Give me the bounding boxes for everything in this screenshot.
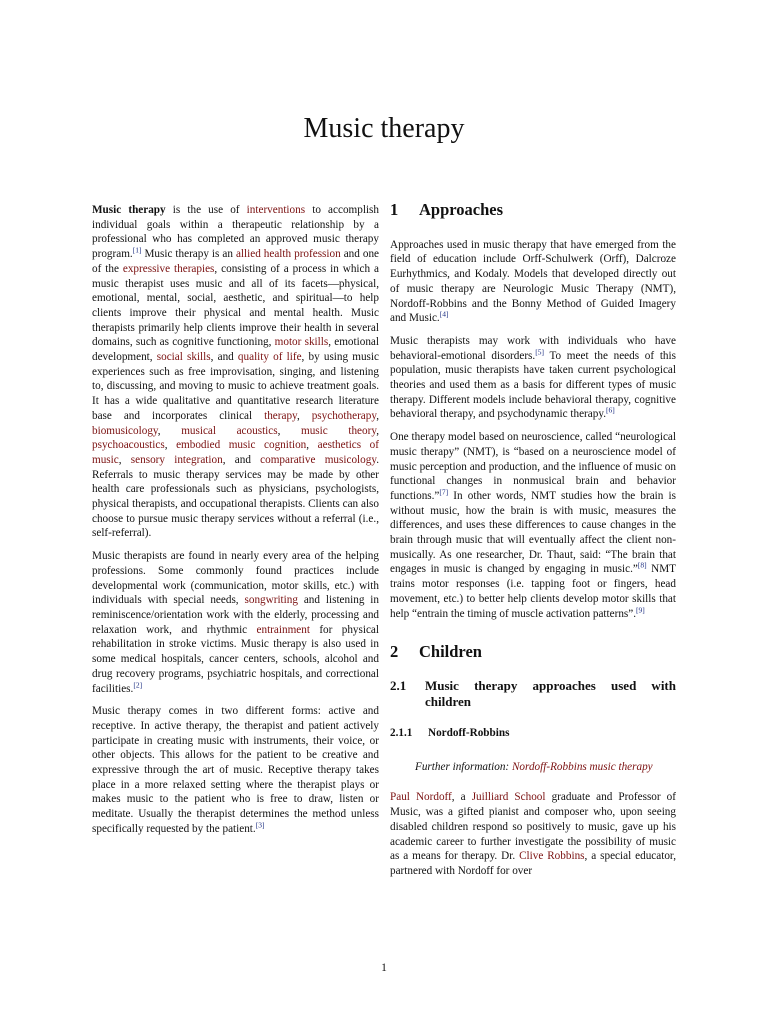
text-run: ,	[118, 453, 131, 466]
nordoff-paragraph	[390, 790, 676, 878]
text-run: ,	[376, 409, 380, 422]
link-aesthetics-of-music[interactable]: aesthetics of music	[92, 439, 380, 466]
text-run: NMT trains motor responses (i.e. tapping foot or fingers, head movement, etc.) to better help clients develop motor skills that help “entrain the timing of muscle activation patterns”.	[390, 563, 676, 620]
text-run: ,	[277, 424, 302, 437]
link-entrainment[interactable]: entrainment	[256, 623, 310, 636]
section-title: Children	[419, 642, 482, 662]
link-clive-robbins[interactable]: Clive Robbins	[519, 850, 585, 863]
link-therapy[interactable]: therapy	[264, 409, 297, 422]
text-run: , a special educator, partnered with Nordoff for over	[390, 850, 676, 877]
text-run: . Referrals to music therapy services may be made by other health care professionals such as physicians, psychologists, physical therapists, and occupational therapists. Clients can also choose to pursue music therapy services without a referral (i.e., self-referral).	[92, 453, 379, 540]
further-information	[415, 760, 676, 775]
citation-5[interactable]: [5]	[535, 346, 544, 356]
section-number: 2	[390, 642, 399, 662]
link-motor-skills[interactable]: motor skills	[274, 336, 329, 349]
link-musical-acoustics[interactable]: musical acoustics	[181, 424, 278, 437]
text-run: Music therapy comes in two different forms: active and receptive. In active therapy, the therapist and patient actively participate in creating music with instruments, their voice, or other objects. This allows for the patient to be creative and expressive through the art of music. Receptive therapy takes place in a more relaxed setting where the therapist plays or makes music to the patient who is free to draw, listen or meditate. Usually the therapist determines the method unless specifically requested by the patient.	[92, 705, 379, 835]
subsection-heading	[390, 678, 676, 710]
text-run: ,	[376, 424, 379, 437]
link-allied-health[interactable]: allied health profession	[235, 248, 341, 261]
citation-7[interactable]: [7]	[439, 487, 449, 497]
practices-paragraph	[92, 549, 379, 696]
text-run: graduate and Professor of Music, was a gifted pianist and composer who, upon seeing disabled children respond so positively to music, gave up his academic career to further investigate the possibility of music as a means for therapy. Dr.	[390, 791, 676, 863]
citation-9[interactable]: [9]	[636, 604, 645, 614]
text-run: To meet the needs of this population, music therapists have taken current psychological theories and used them as a basis for different types of music therapy. Different models include behavioral therapy, cognitive behavioral therapy, and psychodynamic therapy.	[390, 349, 676, 421]
section-title: Approaches	[419, 200, 504, 219]
forms-paragraph	[92, 704, 379, 836]
term-bold: Music therapy	[92, 204, 166, 216]
link-biomusicology[interactable]: biomusicology	[92, 424, 158, 437]
right-column	[390, 200, 676, 887]
citation-3[interactable]: [3]	[255, 820, 265, 830]
text-run: One therapy model based on neuroscience, called “neurological music therapy” (NMT), is “based on a neuroscience model of music perception and production, and the influence of music on functional changes in nonmusical brain and behavior functions.”	[390, 431, 676, 502]
nmt-paragraph	[390, 430, 676, 621]
citation-2[interactable]: [2]	[133, 679, 143, 689]
link-psychoacoustics[interactable]: psychoacoustics	[92, 439, 165, 452]
text-run: is the use of	[165, 204, 247, 216]
left-column	[92, 203, 379, 845]
text-run: ,	[306, 439, 318, 452]
link-psychotherapy[interactable]: psychotherapy	[311, 409, 377, 422]
text-run: Approaches used in music therapy that have emerged from the field of education include Orff-Schulwerk (Orff), Dalcroze Eurhythmics, and Kodaly. Models that developed directly out of music therapy are Neurologic Music Therapy (NMT), Nordoff-Robbins and the Bonny Method of Guided Imagery and Music.	[390, 238, 676, 325]
citation-4[interactable]: [4]	[439, 309, 449, 319]
link-sensory-integration[interactable]: sensory integration	[130, 453, 223, 466]
citation-8[interactable]: [8]	[637, 560, 647, 570]
link-paul-nordoff[interactable]: Paul Nordoff	[390, 791, 452, 804]
approaches-paragraph	[390, 238, 676, 326]
text-run: ,	[296, 409, 312, 422]
text-run: ,	[157, 424, 182, 437]
text-run: , consisting of a process in which a music therapist uses music and all of its facets—physical, emotional, mental, social, aesthetic, and spiritual—to help clients improve their physical and mental health. Music therapists primarily help clients improve their health in several domains, such as cognitive functioning,	[92, 262, 379, 349]
text-run: , by using music experiences such as free improvisation, singing, and listening to, discussing, and moving to music to achieve treatment goals. It has a wide qualitative and quantitative research literature base and incorporates clinical	[92, 351, 379, 422]
section-number: 1	[390, 200, 399, 219]
link-embodied-music-cognition[interactable]: embodied music cognition	[176, 439, 307, 452]
subsection-number: 2.1	[390, 677, 407, 693]
subsection-title: Music therapy approaches used with children	[425, 677, 676, 709]
text-run: ,	[164, 439, 177, 452]
subsubsection-heading	[390, 726, 676, 741]
text-run: Music therapists may work with individuals who have behavioral-emotional disorders.	[390, 334, 676, 362]
text-run: for physical rehabilitation in stroke victims. Music therapy is also used in some medical hospitals, cancer centers, schools, alcohol and drug recovery programs, psychiatric hospitals, and correctional facilities.	[92, 623, 380, 695]
subsubsection-title: Nordoff-Robbins	[428, 726, 510, 739]
text-run: and listening in reminiscence/orientation work with the elderly, processing and relaxation work, and rhythmic	[92, 594, 380, 636]
link-comparative-musicology[interactable]: comparative musicology	[260, 453, 377, 466]
text-run: In other words, NMT studies how the brain is without music, how the brain is with music, measures the differences, and uses these differences to cause changes in the brain through music that will eventually affect the client non-musically. As one researcher, Dr. Thaut, said: “The brain that engages in music is changed by engaging in music.”	[390, 489, 676, 576]
text-run: and one of the	[92, 248, 380, 275]
text-run: Music therapy is an	[141, 248, 236, 261]
link-juilliard-school[interactable]: Juilliard School	[471, 791, 546, 804]
link-songwriting[interactable]: songwriting	[244, 594, 298, 607]
behavioral-paragraph	[390, 334, 676, 422]
citation-6[interactable]: [6]	[606, 405, 615, 415]
link-interventions[interactable]: interventions	[246, 204, 306, 216]
link-quality-of-life[interactable]: quality of life	[237, 351, 302, 364]
text-run: to accomplish individual goals within a therapeutic relationship by a professional who has completed an approved music therapy program.	[92, 204, 380, 261]
link-nordoff-robbins-therapy[interactable]: Nordoff-Robbins music therapy	[511, 760, 653, 773]
text-run: , and	[210, 351, 238, 364]
section-heading-approaches	[390, 200, 676, 219]
page-number: 1	[381, 962, 387, 974]
citation-1[interactable]: [1]	[132, 245, 142, 255]
page-title: Music therapy	[303, 113, 465, 144]
link-social-skills[interactable]: social skills	[156, 351, 211, 364]
link-music-theory[interactable]: music theory	[301, 424, 377, 437]
link-expressive-therapies[interactable]: expressive therapies	[122, 262, 215, 275]
subsubsection-number: 2.1.1	[390, 726, 413, 739]
text-run: , and	[222, 453, 261, 466]
intro-paragraph	[92, 203, 379, 541]
section-heading-children	[390, 642, 676, 662]
further-label: Further information:	[415, 760, 512, 773]
text-run: , a	[451, 791, 472, 804]
text-run: Music therapists are found in nearly every area of the helping professions. Some commonly found practices include developmental work (communication, motor skills, etc.) with individuals with special needs,	[92, 550, 379, 607]
text-run: , emotional development,	[92, 336, 379, 364]
